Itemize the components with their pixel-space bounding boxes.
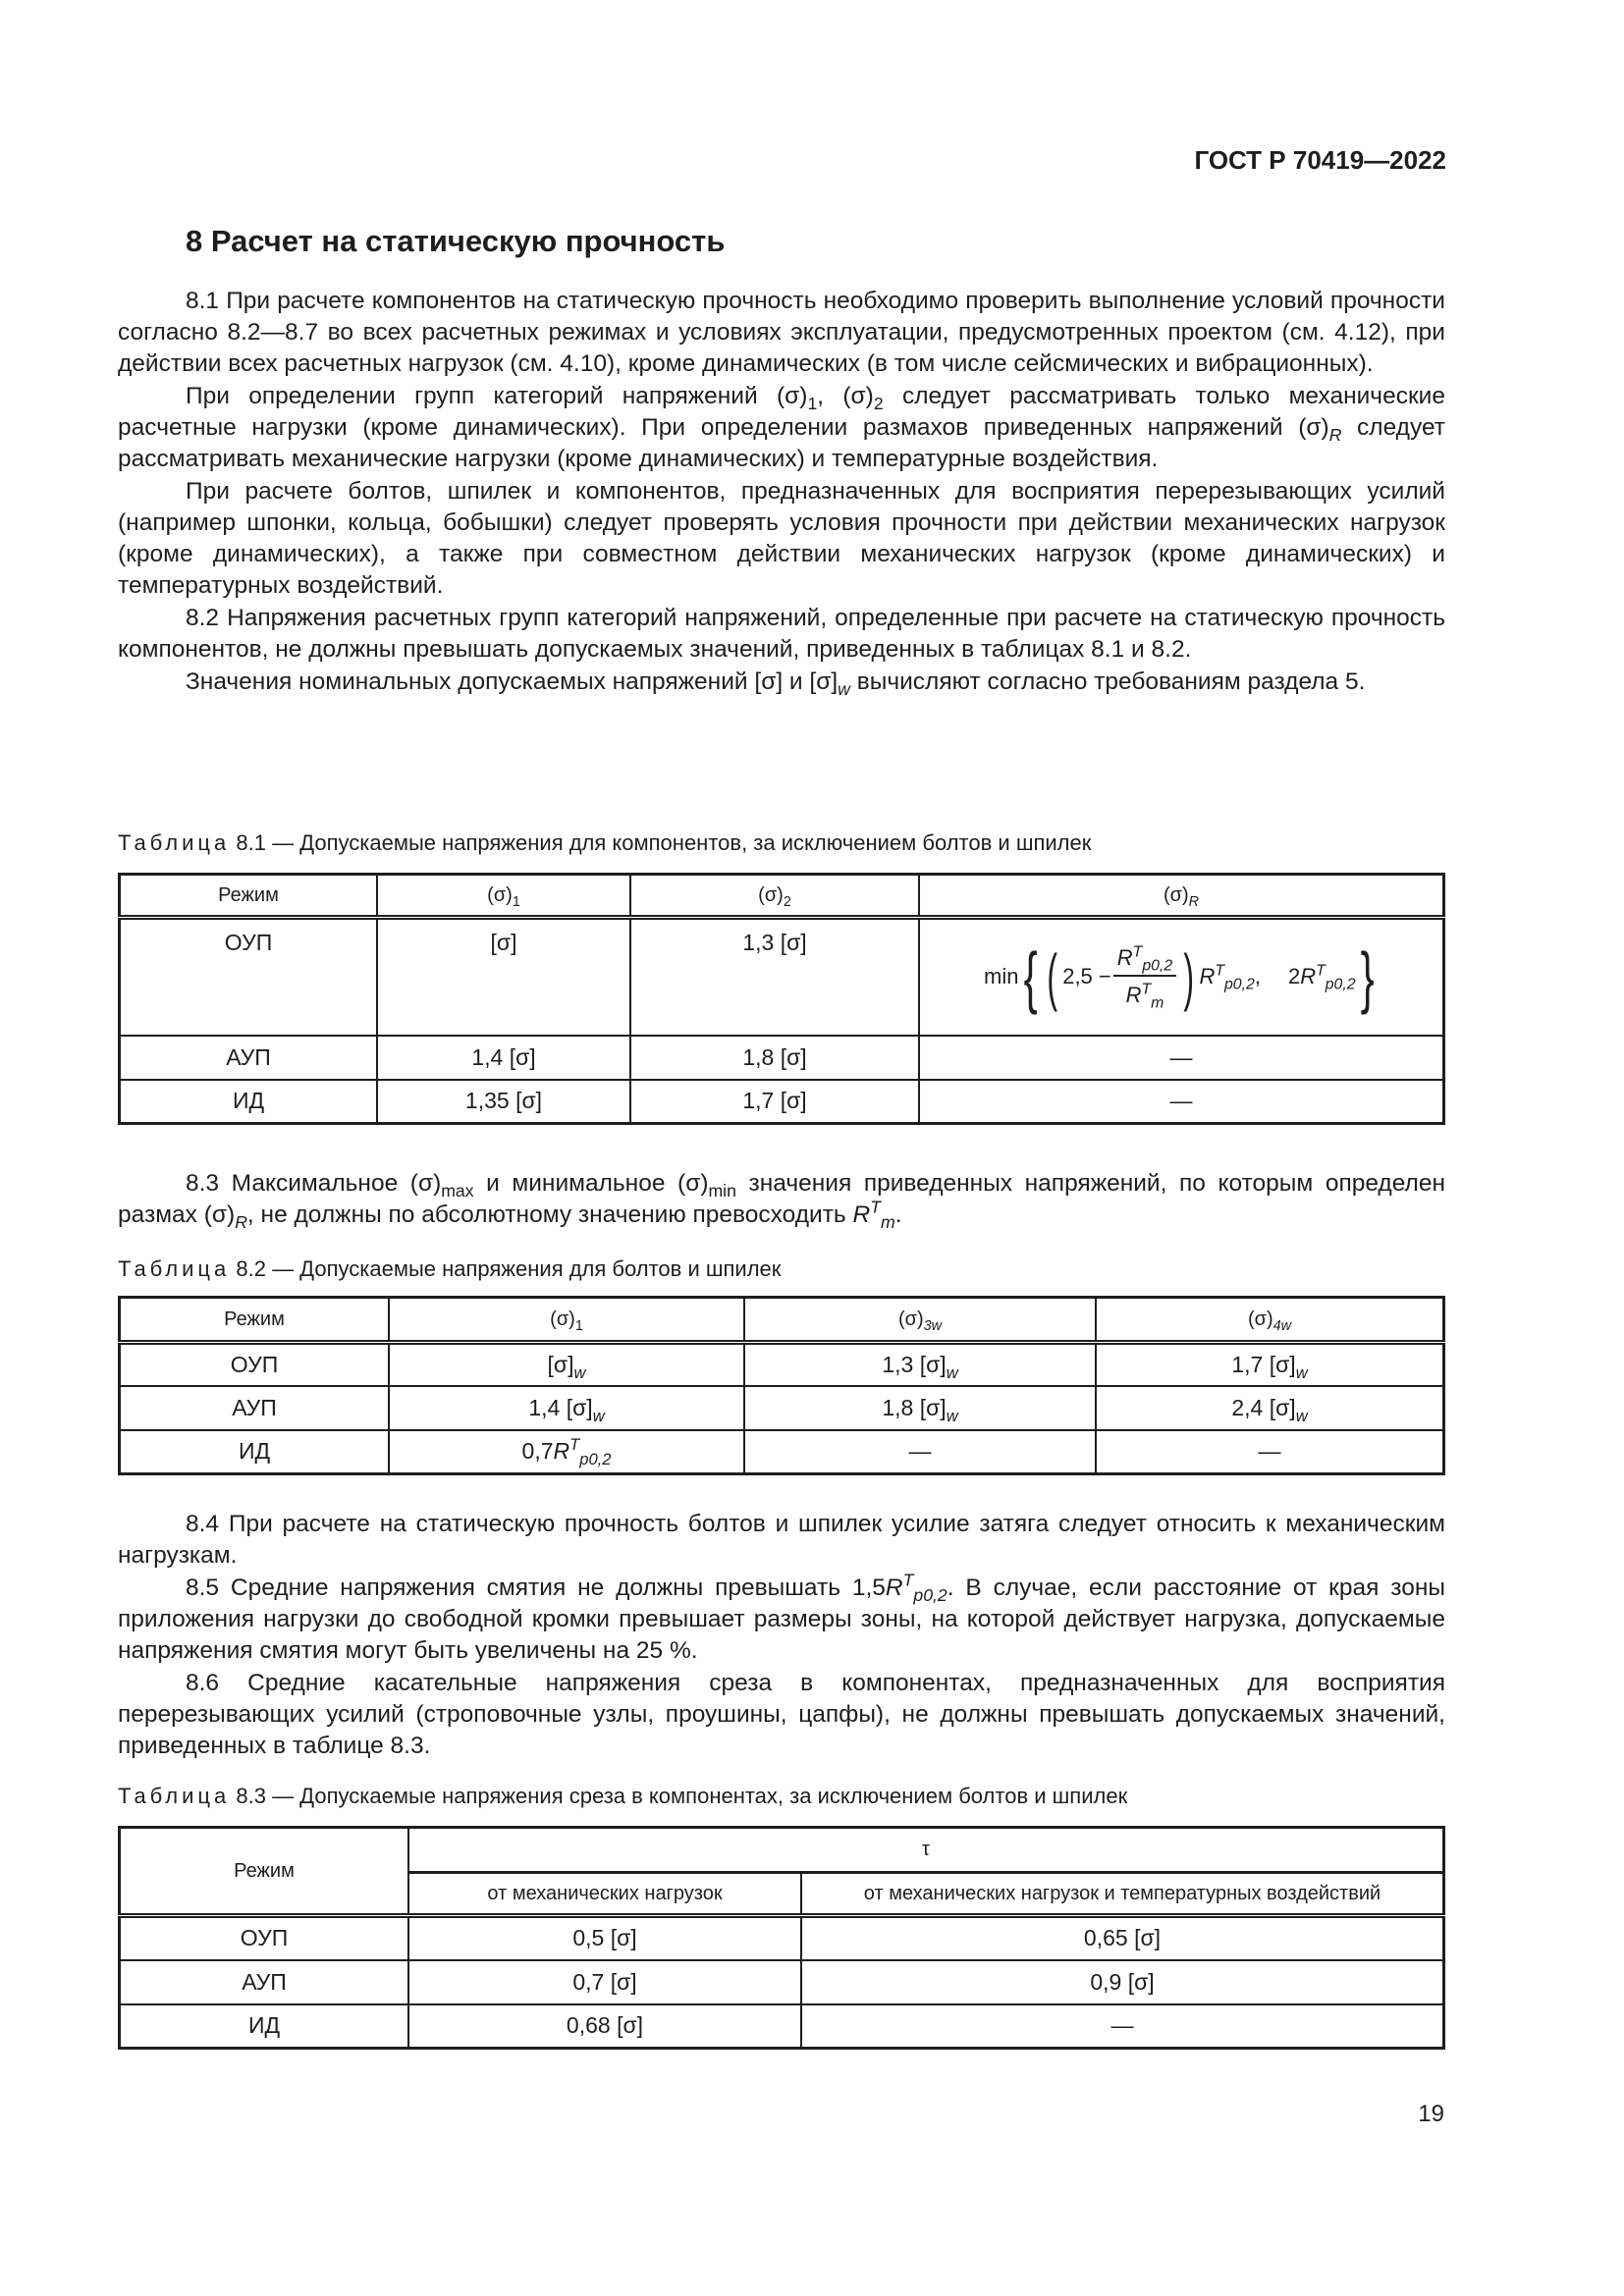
- caption-label: Таблица: [118, 1256, 231, 1281]
- cell-value: 1,8 $[\sigma]_w$: [744, 1386, 1096, 1430]
- cell-value: 1,7 $[\sigma]_w$: [1096, 1343, 1444, 1386]
- table-8-3-caption: [118, 1784, 1127, 1809]
- paragraph-8-4: 8.4 При расчете на статическую прочность болтов и шпилек усилие затяга следует относить к механическим нагрузкам.: [118, 1511, 1445, 1569]
- table-8-1-caption: [118, 830, 1091, 856]
- subscript: 1: [807, 394, 818, 414]
- cell-value: $0,7R^T_{p0,2}$: [389, 1430, 744, 1474]
- text-block-1: [118, 286, 1445, 698]
- table-header-row: [120, 875, 1444, 918]
- table-row: [120, 1080, 1444, 1124]
- caption-text: 8.3 — Допускаемые напряжения среза в компонентах, за исключением болтов и шпилек: [230, 1784, 1128, 1808]
- fraction: $\frac{R^T_{p0,2}}{R^T_m}$: [1113, 945, 1176, 1008]
- cell-mode: АУП: [120, 1960, 409, 2004]
- subscript: R: [1328, 425, 1342, 446]
- cell-value: 1,3 $[\sigma]_w$: [744, 1343, 1096, 1386]
- caption-text: 8.2 — Допускаемые напряжения для болтов и шпилек: [230, 1256, 782, 1281]
- caption-label: Таблица: [118, 830, 231, 855]
- header-mechanical-thermal: от механических нагрузок и температурных воздействий: [801, 1873, 1444, 1916]
- cell-formula: [919, 918, 1444, 1036]
- paragraph-8-1: 8.1 При расчете компонентов на статическую прочность необходимо проверить выполнение условий прочности согласно 8.2—8.7 во всех расчетных режимах и условиях эксплуатации, предусмотренных проектом (см. 4.12), при действии всех расчетных нагрузок (см. 4.10), кроме динамических (в том числе сейсмических и вибрационных).: [118, 288, 1445, 377]
- paragraph-stress-groups: [118, 381, 1445, 475]
- header-sigma-1: $(\sigma)_1$: [377, 875, 630, 918]
- text: При определении групп категорий напряжений (σ): [186, 383, 808, 409]
- table-row: [120, 1430, 1444, 1474]
- table-8-3: [118, 1826, 1445, 2050]
- cell-mode: ОУП: [120, 1343, 390, 1386]
- text: Значения номинальных допускаемых напряжений [σ] и [σ]: [186, 668, 839, 695]
- header-sigma-3w: $(\sigma)_{3w}$: [744, 1298, 1096, 1343]
- table-header-row: [120, 1298, 1444, 1343]
- cell-value: 1,4 $[\sigma]_w$: [389, 1386, 744, 1430]
- paragraph-8-2: 8.2 Напряжения расчетных групп категорий напряжений, определенные при расчете на статическую прочность компонентов, не должны превышать допускаемых значений, приведенных в таблицах 8.1 и 8.2.: [118, 605, 1445, 663]
- cell-value: 0,7 [σ]: [408, 1960, 801, 2004]
- cell-value: —: [744, 1430, 1096, 1474]
- header-mode: Режим: [120, 1828, 409, 1916]
- text: , (σ): [817, 383, 874, 409]
- header-mechanical: от механических нагрузок: [408, 1873, 801, 1916]
- cell-value: 2,4 $[\sigma]_w$: [1096, 1386, 1444, 1430]
- cell-value: 0,68 [σ]: [408, 2004, 801, 2049]
- page-number: 19: [1418, 2101, 1444, 2127]
- cell-value: —: [801, 2004, 1444, 2049]
- text: вычисляют согласно требованиям раздела 5.: [849, 668, 1366, 695]
- text-block-2: [118, 1168, 1445, 1231]
- text-block-3: [118, 1509, 1445, 1762]
- header-sigma-4w: $(\sigma)_{4w}$: [1096, 1298, 1444, 1343]
- left-brace-icon: {: [1023, 938, 1038, 1016]
- header-sigma-R: $(\sigma)_R$: [919, 875, 1444, 918]
- table-8-1: [118, 873, 1445, 1125]
- right-brace-icon: }: [1360, 938, 1375, 1016]
- header-mode: Режим: [120, 875, 378, 918]
- cell-value: 0,65 [σ]: [801, 1916, 1444, 1960]
- subscript: w: [838, 679, 850, 700]
- paragraph-8-3: 8.3 Максимальное $(\sigma)_{max}$ и минимальное $(\sigma)_{min}$ значения приведенных напряжений, по которым определен размах $(\sigma)_R$, не должны по абсолютному значению превосходить $R^T_m$.: [118, 1170, 1445, 1233]
- table-row: [120, 918, 1444, 1036]
- table-row: [120, 1916, 1444, 1960]
- cell-value: $[\sigma]_w$: [389, 1343, 744, 1386]
- subscript: 2: [873, 394, 884, 414]
- caption-label: Таблица: [118, 1784, 231, 1808]
- min-formula: min { ( 2,5 − $\frac{R^T_{p0,2}}{R^T_m}$ ) $R^T_{p0,2}$ , $2R^T_{p0,2}$ }: [984, 938, 1375, 1016]
- right-paren-icon: ): [1183, 941, 1195, 1013]
- cell-value: 1,35 [σ]: [377, 1080, 630, 1124]
- cell-value: 1,7 [σ]: [630, 1080, 919, 1124]
- caption-text: 8.1 — Допускаемые напряжения для компонентов, за исключением болтов и шпилек: [230, 830, 1092, 855]
- header-mode: Режим: [120, 1298, 390, 1343]
- cell-mode: АУП: [120, 1386, 390, 1430]
- paragraph-bolts: При расчете болтов, шпилек и компонентов, предназначенных для восприятия перерезывающих усилий (например шпонки, кольца, бобышки) следует проверять условия прочности при действии механических нагрузок (кроме динамических), а также при совместном действии механических нагрузок (кроме динамических) и температурных воздействий.: [118, 478, 1445, 599]
- cell-value: —: [919, 1036, 1444, 1080]
- cell-mode: ИД: [120, 1430, 390, 1474]
- document-id: ГОСТ Р 70419—2022: [1194, 145, 1446, 175]
- header-tau: τ: [408, 1828, 1444, 1873]
- cell-mode: ИД: [120, 2004, 409, 2049]
- table-row: [120, 1343, 1444, 1386]
- header-sigma-2: $(\sigma)_2$: [630, 875, 919, 918]
- table-row: [120, 1386, 1444, 1430]
- cell-value: —: [1096, 1430, 1444, 1474]
- cell-value: —: [919, 1080, 1444, 1124]
- cell-mode: ОУП: [120, 918, 378, 1036]
- table-row: [120, 2004, 1444, 2049]
- table-row: [120, 1960, 1444, 2004]
- cell-value: [σ]: [377, 918, 630, 1036]
- paragraph-8-6: 8.6 Средние касательные напряжения среза в компонентах, предназначенных для восприятия перерезывающих усилий (строповочные узлы, проушины, цапфы), не должны превышать допускаемых значений, приведенных в таблице 8.3.: [118, 1670, 1445, 1759]
- cell-value: 1,3 [σ]: [630, 918, 919, 1036]
- table-8-2: [118, 1296, 1445, 1475]
- cell-mode: АУП: [120, 1036, 378, 1080]
- paragraph-nominal-stress: [118, 667, 1445, 698]
- table-8-2-caption: [118, 1256, 781, 1282]
- text: следует рассматривать механические нагрузки (кроме динамических) и температурные воздействия.: [118, 414, 1445, 472]
- cell-mode: ОУП: [120, 1916, 409, 1960]
- header-sigma-1: $(\sigma)_1$: [389, 1298, 744, 1343]
- left-paren-icon: (: [1047, 941, 1057, 1013]
- cell-value: 1,4 [σ]: [377, 1036, 630, 1080]
- section-title: 8 Расчет на статическую прочность: [186, 224, 726, 258]
- cell-value: 1,8 [σ]: [630, 1036, 919, 1080]
- cell-value: 0,9 [σ]: [801, 1960, 1444, 2004]
- table-header-row: [120, 1828, 1444, 1873]
- table-row: [120, 1036, 1444, 1080]
- paragraph-8-5: 8.5 Средние напряжения смятия не должны превышать $1,5R^T_{p0,2}$. В случае, если расстояние от края зоны приложения нагрузки до свободной кромки превышает размеры зоны, на которой действует нагрузка, допускаемые напряжения смятия могут быть увеличены на 25 %.: [118, 1570, 1445, 1664]
- cell-value: 0,5 [σ]: [408, 1916, 801, 1960]
- cell-mode: ИД: [120, 1080, 378, 1124]
- text: следует рассматривать только механические расчетные нагрузки (кроме динамических). При определении размахов приведенных напряжений (σ): [118, 383, 1445, 441]
